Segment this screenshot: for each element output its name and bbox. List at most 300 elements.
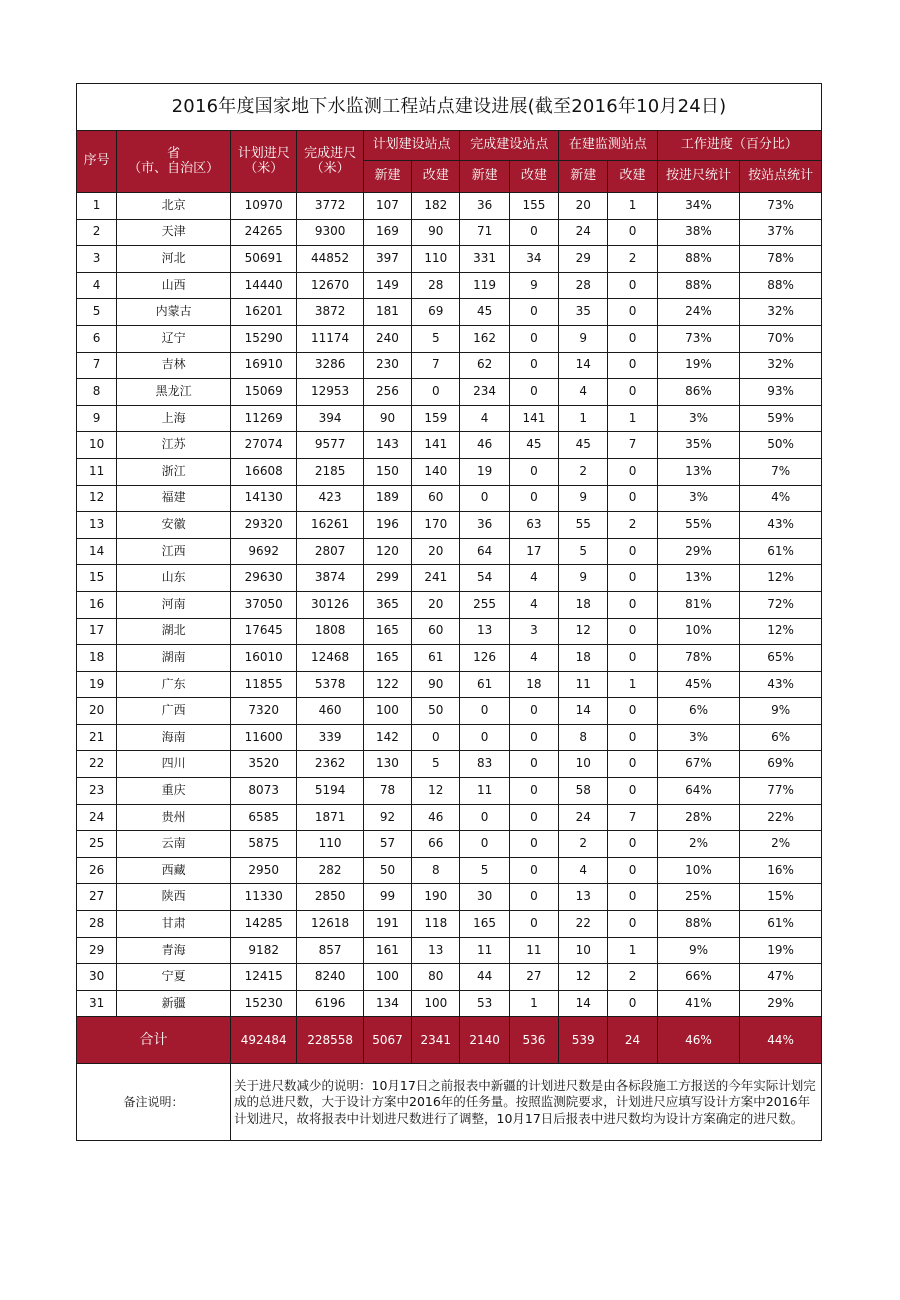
cell-seq: 1 (77, 193, 117, 220)
cell-completed-depth: 11174 (297, 325, 363, 352)
header-building-sites: 在建监测站点 (559, 131, 658, 161)
table-row (77, 591, 822, 618)
cell-completed-new: 83 (460, 751, 509, 778)
cell-planned-new: 122 (363, 671, 411, 698)
cell-completed-rebuild: 27 (509, 964, 558, 991)
note-text: 关于进尺数减少的说明：10月17日之前报表中新疆的计划进尺数是由各标段施工方报送的今年实际计划完成的总进尺数，大于设计方案中2016年的任务量。按照监测院要求，计划进尺应填写设计方案中2016年计划进尺，故将报表中计划进尺数进行了调整，10月17日后报表中进尺数均为设计方案确定的进尺数。 (230, 1064, 821, 1141)
cell-pct-site: 73% (740, 193, 822, 220)
cell-planned-rebuild: 5 (412, 751, 460, 778)
cell-completed-depth: 12670 (297, 272, 363, 299)
cell-planned-new: 196 (363, 512, 411, 539)
cell-completed-new: 4 (460, 405, 509, 432)
cell-province: 福建 (117, 485, 231, 512)
cell-completed-rebuild: 0 (509, 857, 558, 884)
table-row (77, 379, 822, 406)
cell-pct-depth: 3% (657, 724, 740, 751)
cell-completed-rebuild: 0 (509, 724, 558, 751)
cell-pct-depth: 67% (657, 751, 740, 778)
cell-building-new: 2 (559, 831, 608, 858)
cell-building-new: 2 (559, 458, 608, 485)
cell-planned-rebuild: 8 (412, 857, 460, 884)
cell-completed-new: 53 (460, 990, 509, 1017)
cell-completed-new: 11 (460, 778, 509, 805)
cell-planned-depth: 15230 (230, 990, 296, 1017)
progress-table (76, 83, 822, 1141)
cell-building-rebuild: 0 (608, 778, 657, 805)
cell-building-new: 9 (559, 485, 608, 512)
cell-planned-depth: 9182 (230, 937, 296, 964)
cell-planned-new: 230 (363, 352, 411, 379)
cell-planned-depth: 11269 (230, 405, 296, 432)
cell-building-new: 12 (559, 964, 608, 991)
table-row (77, 432, 822, 459)
cell-completed-depth: 1871 (297, 804, 363, 831)
cell-planned-rebuild: 80 (412, 964, 460, 991)
cell-completed-new: 30 (460, 884, 509, 911)
total-cell: 536 (509, 1017, 558, 1064)
cell-building-new: 45 (559, 432, 608, 459)
cell-pct-depth: 35% (657, 432, 740, 459)
cell-pct-depth: 88% (657, 911, 740, 938)
cell-planned-rebuild: 69 (412, 299, 460, 326)
cell-province: 浙江 (117, 458, 231, 485)
cell-building-rebuild: 0 (608, 379, 657, 406)
cell-completed-rebuild: 45 (509, 432, 558, 459)
cell-seq: 25 (77, 831, 117, 858)
cell-pct-site: 43% (740, 512, 822, 539)
cell-pct-depth: 81% (657, 591, 740, 618)
cell-pct-depth: 29% (657, 538, 740, 565)
table-row (77, 804, 822, 831)
total-row (77, 1017, 822, 1064)
cell-completed-depth: 3772 (297, 193, 363, 220)
cell-planned-rebuild: 20 (412, 591, 460, 618)
cell-completed-depth: 423 (297, 485, 363, 512)
cell-completed-rebuild: 0 (509, 884, 558, 911)
table-row (77, 352, 822, 379)
total-cell: 228558 (297, 1017, 363, 1064)
cell-planned-depth: 14285 (230, 911, 296, 938)
cell-planned-rebuild: 61 (412, 645, 460, 672)
cell-planned-new: 181 (363, 299, 411, 326)
cell-planned-new: 134 (363, 990, 411, 1017)
header-completed-depth-line1: 完成进尺 (304, 145, 357, 161)
cell-seq: 3 (77, 246, 117, 273)
cell-building-rebuild: 1 (608, 193, 657, 220)
cell-planned-rebuild: 12 (412, 778, 460, 805)
cell-pct-depth: 86% (657, 379, 740, 406)
cell-completed-depth: 394 (297, 405, 363, 432)
cell-completed-rebuild: 4 (509, 645, 558, 672)
cell-building-new: 4 (559, 857, 608, 884)
cell-province: 宁夏 (117, 964, 231, 991)
cell-completed-rebuild: 0 (509, 831, 558, 858)
cell-planned-depth: 29630 (230, 565, 296, 592)
cell-planned-depth: 27074 (230, 432, 296, 459)
cell-completed-rebuild: 1 (509, 990, 558, 1017)
cell-pct-depth: 34% (657, 193, 740, 220)
cell-planned-new: 99 (363, 884, 411, 911)
table-row (77, 485, 822, 512)
note-label: 备注说明： (77, 1064, 231, 1141)
cell-planned-rebuild: 5 (412, 325, 460, 352)
cell-completed-rebuild: 11 (509, 937, 558, 964)
cell-completed-rebuild: 0 (509, 299, 558, 326)
cell-planned-new: 107 (363, 193, 411, 220)
cell-completed-rebuild: 0 (509, 352, 558, 379)
cell-seq: 10 (77, 432, 117, 459)
cell-seq: 17 (77, 618, 117, 645)
cell-building-rebuild: 0 (608, 485, 657, 512)
cell-planned-new: 120 (363, 538, 411, 565)
table-row (77, 964, 822, 991)
cell-completed-rebuild: 0 (509, 751, 558, 778)
cell-seq: 12 (77, 485, 117, 512)
cell-planned-new: 256 (363, 379, 411, 406)
cell-completed-new: 162 (460, 325, 509, 352)
cell-planned-new: 165 (363, 618, 411, 645)
cell-building-rebuild: 2 (608, 512, 657, 539)
cell-planned-depth: 11330 (230, 884, 296, 911)
cell-completed-new: 61 (460, 671, 509, 698)
cell-pct-depth: 3% (657, 405, 740, 432)
cell-seq: 19 (77, 671, 117, 698)
cell-planned-new: 100 (363, 964, 411, 991)
cell-seq: 5 (77, 299, 117, 326)
cell-building-new: 10 (559, 937, 608, 964)
cell-province: 四川 (117, 751, 231, 778)
cell-seq: 18 (77, 645, 117, 672)
cell-province: 黑龙江 (117, 379, 231, 406)
cell-building-rebuild: 0 (608, 698, 657, 725)
cell-province: 山西 (117, 272, 231, 299)
cell-planned-new: 142 (363, 724, 411, 751)
cell-planned-rebuild: 90 (412, 219, 460, 246)
cell-completed-new: 0 (460, 724, 509, 751)
table-row (77, 857, 822, 884)
cell-building-rebuild: 1 (608, 671, 657, 698)
cell-completed-rebuild: 17 (509, 538, 558, 565)
cell-building-new: 24 (559, 804, 608, 831)
cell-seq: 16 (77, 591, 117, 618)
header-seq: 序号 (77, 131, 117, 193)
cell-planned-rebuild: 50 (412, 698, 460, 725)
cell-building-rebuild: 0 (608, 325, 657, 352)
cell-completed-new: 0 (460, 831, 509, 858)
cell-pct-depth: 13% (657, 565, 740, 592)
cell-planned-depth: 29320 (230, 512, 296, 539)
cell-seq: 24 (77, 804, 117, 831)
cell-completed-new: 36 (460, 193, 509, 220)
cell-completed-new: 255 (460, 591, 509, 618)
total-cell: 24 (608, 1017, 657, 1064)
cell-planned-new: 299 (363, 565, 411, 592)
cell-building-rebuild: 0 (608, 219, 657, 246)
cell-planned-rebuild: 241 (412, 565, 460, 592)
cell-seq: 2 (77, 219, 117, 246)
header-planned-sites: 计划建设站点 (363, 131, 460, 161)
cell-building-rebuild: 7 (608, 804, 657, 831)
cell-pct-depth: 38% (657, 219, 740, 246)
cell-building-new: 12 (559, 618, 608, 645)
cell-completed-new: 126 (460, 645, 509, 672)
cell-planned-rebuild: 100 (412, 990, 460, 1017)
table-row (77, 219, 822, 246)
cell-planned-depth: 5875 (230, 831, 296, 858)
cell-province: 云南 (117, 831, 231, 858)
cell-building-new: 8 (559, 724, 608, 751)
table-row (77, 778, 822, 805)
cell-building-rebuild: 0 (608, 990, 657, 1017)
table-row (77, 299, 822, 326)
cell-planned-rebuild: 60 (412, 618, 460, 645)
cell-pct-site: 16% (740, 857, 822, 884)
cell-building-rebuild: 0 (608, 645, 657, 672)
header-building-new: 新建 (559, 161, 608, 193)
cell-province: 陕西 (117, 884, 231, 911)
cell-planned-rebuild: 13 (412, 937, 460, 964)
cell-seq: 26 (77, 857, 117, 884)
cell-planned-depth: 16010 (230, 645, 296, 672)
table-row (77, 990, 822, 1017)
header-completed-new: 新建 (460, 161, 509, 193)
cell-planned-depth: 14130 (230, 485, 296, 512)
cell-province: 湖南 (117, 645, 231, 672)
cell-planned-depth: 15290 (230, 325, 296, 352)
cell-planned-depth: 16201 (230, 299, 296, 326)
cell-completed-rebuild: 0 (509, 379, 558, 406)
cell-completed-rebuild: 34 (509, 246, 558, 273)
header-planned-rebuild: 改建 (412, 161, 460, 193)
cell-building-new: 9 (559, 325, 608, 352)
cell-pct-site: 4% (740, 485, 822, 512)
cell-province: 广西 (117, 698, 231, 725)
cell-completed-depth: 8240 (297, 964, 363, 991)
table-row (77, 831, 822, 858)
cell-building-new: 28 (559, 272, 608, 299)
table-row (77, 618, 822, 645)
cell-province: 重庆 (117, 778, 231, 805)
cell-planned-rebuild: 20 (412, 538, 460, 565)
header-progress: 工作进度（百分比） (657, 131, 821, 161)
cell-planned-rebuild: 28 (412, 272, 460, 299)
cell-planned-new: 90 (363, 405, 411, 432)
cell-pct-depth: 13% (657, 458, 740, 485)
cell-province: 西藏 (117, 857, 231, 884)
cell-planned-new: 169 (363, 219, 411, 246)
header-by-site: 按站点统计 (740, 161, 822, 193)
cell-seq: 22 (77, 751, 117, 778)
cell-completed-new: 44 (460, 964, 509, 991)
cell-planned-depth: 10970 (230, 193, 296, 220)
table-row (77, 538, 822, 565)
table-row (77, 911, 822, 938)
cell-completed-depth: 3874 (297, 565, 363, 592)
cell-planned-rebuild: 90 (412, 671, 460, 698)
header-completed-depth (297, 131, 363, 193)
header-province-line1: 省 (167, 145, 181, 161)
table-row (77, 325, 822, 352)
cell-province: 贵州 (117, 804, 231, 831)
cell-pct-depth: 25% (657, 884, 740, 911)
cell-planned-new: 78 (363, 778, 411, 805)
cell-completed-new: 36 (460, 512, 509, 539)
cell-pct-site: 32% (740, 352, 822, 379)
cell-completed-depth: 12468 (297, 645, 363, 672)
cell-planned-depth: 16608 (230, 458, 296, 485)
cell-pct-site: 72% (740, 591, 822, 618)
cell-province: 吉林 (117, 352, 231, 379)
cell-building-new: 13 (559, 884, 608, 911)
cell-completed-new: 54 (460, 565, 509, 592)
cell-pct-site: 29% (740, 990, 822, 1017)
cell-pct-depth: 88% (657, 246, 740, 273)
cell-planned-rebuild: 66 (412, 831, 460, 858)
table-row (77, 698, 822, 725)
cell-completed-depth: 5378 (297, 671, 363, 698)
cell-completed-rebuild: 0 (509, 911, 558, 938)
cell-pct-site: 43% (740, 671, 822, 698)
cell-completed-new: 0 (460, 485, 509, 512)
cell-completed-new: 165 (460, 911, 509, 938)
cell-building-rebuild: 0 (608, 591, 657, 618)
cell-pct-depth: 78% (657, 645, 740, 672)
cell-pct-depth: 24% (657, 299, 740, 326)
cell-seq: 21 (77, 724, 117, 751)
cell-planned-new: 57 (363, 831, 411, 858)
cell-building-rebuild: 0 (608, 751, 657, 778)
cell-seq: 20 (77, 698, 117, 725)
cell-seq: 23 (77, 778, 117, 805)
cell-completed-depth: 339 (297, 724, 363, 751)
cell-planned-depth: 15069 (230, 379, 296, 406)
cell-building-new: 11 (559, 671, 608, 698)
cell-planned-depth: 16910 (230, 352, 296, 379)
cell-completed-rebuild: 0 (509, 698, 558, 725)
cell-seq: 29 (77, 937, 117, 964)
cell-pct-site: 9% (740, 698, 822, 725)
cell-province: 青海 (117, 937, 231, 964)
cell-building-rebuild: 0 (608, 884, 657, 911)
cell-pct-depth: 64% (657, 778, 740, 805)
header-planned-depth-line1: 计划进尺 (237, 145, 290, 161)
cell-completed-rebuild: 3 (509, 618, 558, 645)
cell-planned-new: 397 (363, 246, 411, 273)
cell-province: 内蒙古 (117, 299, 231, 326)
cell-planned-rebuild: 159 (412, 405, 460, 432)
cell-seq: 7 (77, 352, 117, 379)
cell-pct-site: 50% (740, 432, 822, 459)
cell-pct-site: 12% (740, 618, 822, 645)
cell-seq: 27 (77, 884, 117, 911)
cell-completed-rebuild: 0 (509, 778, 558, 805)
cell-planned-depth: 8073 (230, 778, 296, 805)
cell-completed-new: 62 (460, 352, 509, 379)
cell-pct-depth: 28% (657, 804, 740, 831)
cell-planned-rebuild: 46 (412, 804, 460, 831)
cell-planned-depth: 2950 (230, 857, 296, 884)
cell-building-rebuild: 0 (608, 565, 657, 592)
cell-pct-site: 15% (740, 884, 822, 911)
cell-building-rebuild: 7 (608, 432, 657, 459)
cell-pct-site: 88% (740, 272, 822, 299)
cell-building-rebuild: 0 (608, 272, 657, 299)
cell-province: 河北 (117, 246, 231, 273)
cell-completed-depth: 2850 (297, 884, 363, 911)
cell-building-new: 9 (559, 565, 608, 592)
cell-planned-rebuild: 170 (412, 512, 460, 539)
cell-seq: 14 (77, 538, 117, 565)
cell-planned-depth: 11600 (230, 724, 296, 751)
cell-planned-depth: 14440 (230, 272, 296, 299)
cell-pct-site: 7% (740, 458, 822, 485)
cell-completed-rebuild: 0 (509, 485, 558, 512)
cell-province: 江西 (117, 538, 231, 565)
cell-building-rebuild: 0 (608, 538, 657, 565)
cell-seq: 15 (77, 565, 117, 592)
header-building-rebuild: 改建 (608, 161, 657, 193)
cell-completed-depth: 16261 (297, 512, 363, 539)
cell-pct-site: 32% (740, 299, 822, 326)
cell-completed-depth: 2362 (297, 751, 363, 778)
cell-pct-site: 19% (740, 937, 822, 964)
cell-province: 天津 (117, 219, 231, 246)
cell-pct-depth: 19% (657, 352, 740, 379)
table-row (77, 671, 822, 698)
cell-pct-site: 47% (740, 964, 822, 991)
table-row (77, 246, 822, 273)
cell-completed-new: 0 (460, 698, 509, 725)
cell-completed-depth: 5194 (297, 778, 363, 805)
cell-pct-site: 70% (740, 325, 822, 352)
table-row (77, 565, 822, 592)
cell-seq: 11 (77, 458, 117, 485)
cell-building-new: 18 (559, 591, 608, 618)
cell-pct-depth: 45% (657, 671, 740, 698)
table-row (77, 272, 822, 299)
cell-completed-new: 234 (460, 379, 509, 406)
cell-pct-depth: 55% (657, 512, 740, 539)
cell-province: 新疆 (117, 990, 231, 1017)
cell-pct-site: 61% (740, 538, 822, 565)
total-cell: 2341 (412, 1017, 460, 1064)
cell-building-rebuild: 0 (608, 618, 657, 645)
cell-province: 河南 (117, 591, 231, 618)
cell-planned-new: 191 (363, 911, 411, 938)
header-province (117, 131, 231, 193)
cell-building-new: 20 (559, 193, 608, 220)
cell-pct-depth: 41% (657, 990, 740, 1017)
cell-pct-site: 6% (740, 724, 822, 751)
cell-province: 江苏 (117, 432, 231, 459)
table-row (77, 512, 822, 539)
cell-completed-new: 64 (460, 538, 509, 565)
cell-completed-depth: 30126 (297, 591, 363, 618)
cell-pct-depth: 73% (657, 325, 740, 352)
cell-completed-new: 19 (460, 458, 509, 485)
cell-pct-site: 61% (740, 911, 822, 938)
cell-planned-new: 161 (363, 937, 411, 964)
cell-planned-rebuild: 118 (412, 911, 460, 938)
cell-building-rebuild: 0 (608, 299, 657, 326)
cell-completed-new: 45 (460, 299, 509, 326)
cell-building-rebuild: 1 (608, 937, 657, 964)
table-row (77, 751, 822, 778)
header-by-depth: 按进尺统计 (657, 161, 740, 193)
cell-pct-site: 78% (740, 246, 822, 273)
cell-completed-rebuild: 9 (509, 272, 558, 299)
cell-planned-depth: 37050 (230, 591, 296, 618)
